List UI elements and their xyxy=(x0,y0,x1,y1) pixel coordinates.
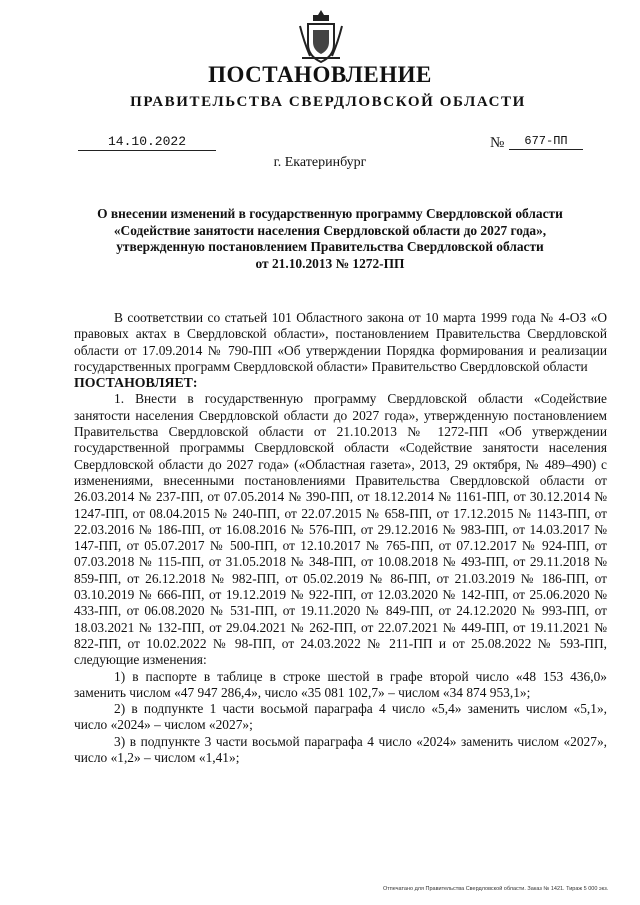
document-body xyxy=(74,310,607,766)
document-number: 677-ПП xyxy=(509,134,583,150)
subitem-2-paragraph: 2) в подпункте 1 части восьмой параграфа 4 число «5,4» заменить числом «5,1», число «2024» – числом «2027»; xyxy=(74,701,607,733)
coat-of-arms-emblem xyxy=(298,8,344,66)
heading-line: от 21.10.2013 № 1272-ПП xyxy=(255,255,405,271)
issuer-subtitle: ПРАВИТЕЛЬСТВА СВЕРДЛОВСКОЙ ОБЛАСТИ xyxy=(130,94,526,110)
number-sign: № xyxy=(490,135,505,151)
heading-line: утвержденную постановлением Правительства Свердловской области xyxy=(116,239,544,254)
city-line: г. Екатеринбург xyxy=(273,155,367,170)
document-type-title: ПОСТАНОВЛЕНИЕ xyxy=(208,62,432,87)
subitem-1-paragraph: 1) в паспорте в таблице в строке шестой в графе второй число «48 153 436,0» заменить числом «47 947 286,4», число «35 081 102,7» – числом «34 874 953,1»; xyxy=(74,668,607,700)
subitem-3-paragraph: 3) в подпункте 3 части восьмой параграфа 4 число «2024» заменить числом «2027», число «1,2» – числом «1,41»; xyxy=(74,733,607,766)
intro-paragraph: В соответствии со статьей 101 Областного закона от 10 марта 1999 года № 4-ОЗ «О правовых актах в Свердловской области», постановлением Правительства Свердловской области от 17.09.2014 № 790-ПП «Об утверждении Порядка формирования и реализации государственных программ Свердловской области» Правительство Свердловской области xyxy=(74,310,607,374)
document-heading xyxy=(60,206,600,272)
postanovlyaet-label: ПОСТАНОВЛЯЕТ: xyxy=(74,375,198,391)
document-date: 14.10.2022 xyxy=(78,134,216,151)
print-footer: Отпечатано для Правительства Свердловской области. Заказ № 1421. Тираж 5 000 экз. xyxy=(383,886,609,892)
heading-line: «Содействие занятости населения Свердловской области до 2027 года», xyxy=(113,222,547,238)
item-1-paragraph: 1. Внести в государственную программу Свердловской области «Содействие занятости населения Свердловской области до 2027 года», утвержденную постановлением Правительства Свердловской области от 21.10.2013 № 1272-ПП «Об утверждении государственной программы Свердловской области «Содействие занятости населения Свердловской области до 2027 года» («Областная газета», 2013, 29 октября, № 489–490) с изменениями, внесенными постановлениями Правительства Свердловской области от 26.03.2014 № 237-ПП, от 07.05.2014 № 390-ПП, от 18.12.2014 № 1161-ПП, от 30.12.2014 № 1247-ПП, от 08.04.2015 № 240-ПП, от 22.07.2015 № 658-ПП, от 17.12.2015 № 1143-ПП, от 22.03.2016 № 186-ПП, от 16.08.2016 № 576-ПП, от 29.12.2016 № 983-ПП, от 14.03.2017 № 147-ПП, от 05.07.2017 № 500-ПП, от 12.10.2017 № 765-ПП, от 07.12.2017 № 924-ПП, от 07.03.2018 № 115-ПП, от 31.05.2018 № 348-ПП, от 10.08.2018 № 493-ПП, от 29.11.2018 № 859-ПП, от 26.12.2018 № 982-ПП, от 05.02.2019 № 86-ПП, от 21.03.2019 № 186-ПП, от 03.10.2019 № 666-ПП, от 19.12.2019 № 922-ПП, от 12.03.2020 № 142-ПП, от 25.06.2020 № 433-ПП, от 06.08.2020 № 531-ПП, от 19.11.2020 № 849-ПП, от 24.12.2020 № 993-ПП, от 18.03.2021 № 132-ПП, от 29.04.2021 № 262-ПП, от 22.07.2021 № 449-ПП, от 19.11.2021 № 822-ПП, от 10.02.2022 № 98-ПП, от 24.03.2022 № 211-ПП и от 25.08.2022 № 593-ПП, следующие изменения: xyxy=(74,391,607,668)
heading-line: О внесении изменений в государственную программу Свердловской области xyxy=(97,206,563,221)
